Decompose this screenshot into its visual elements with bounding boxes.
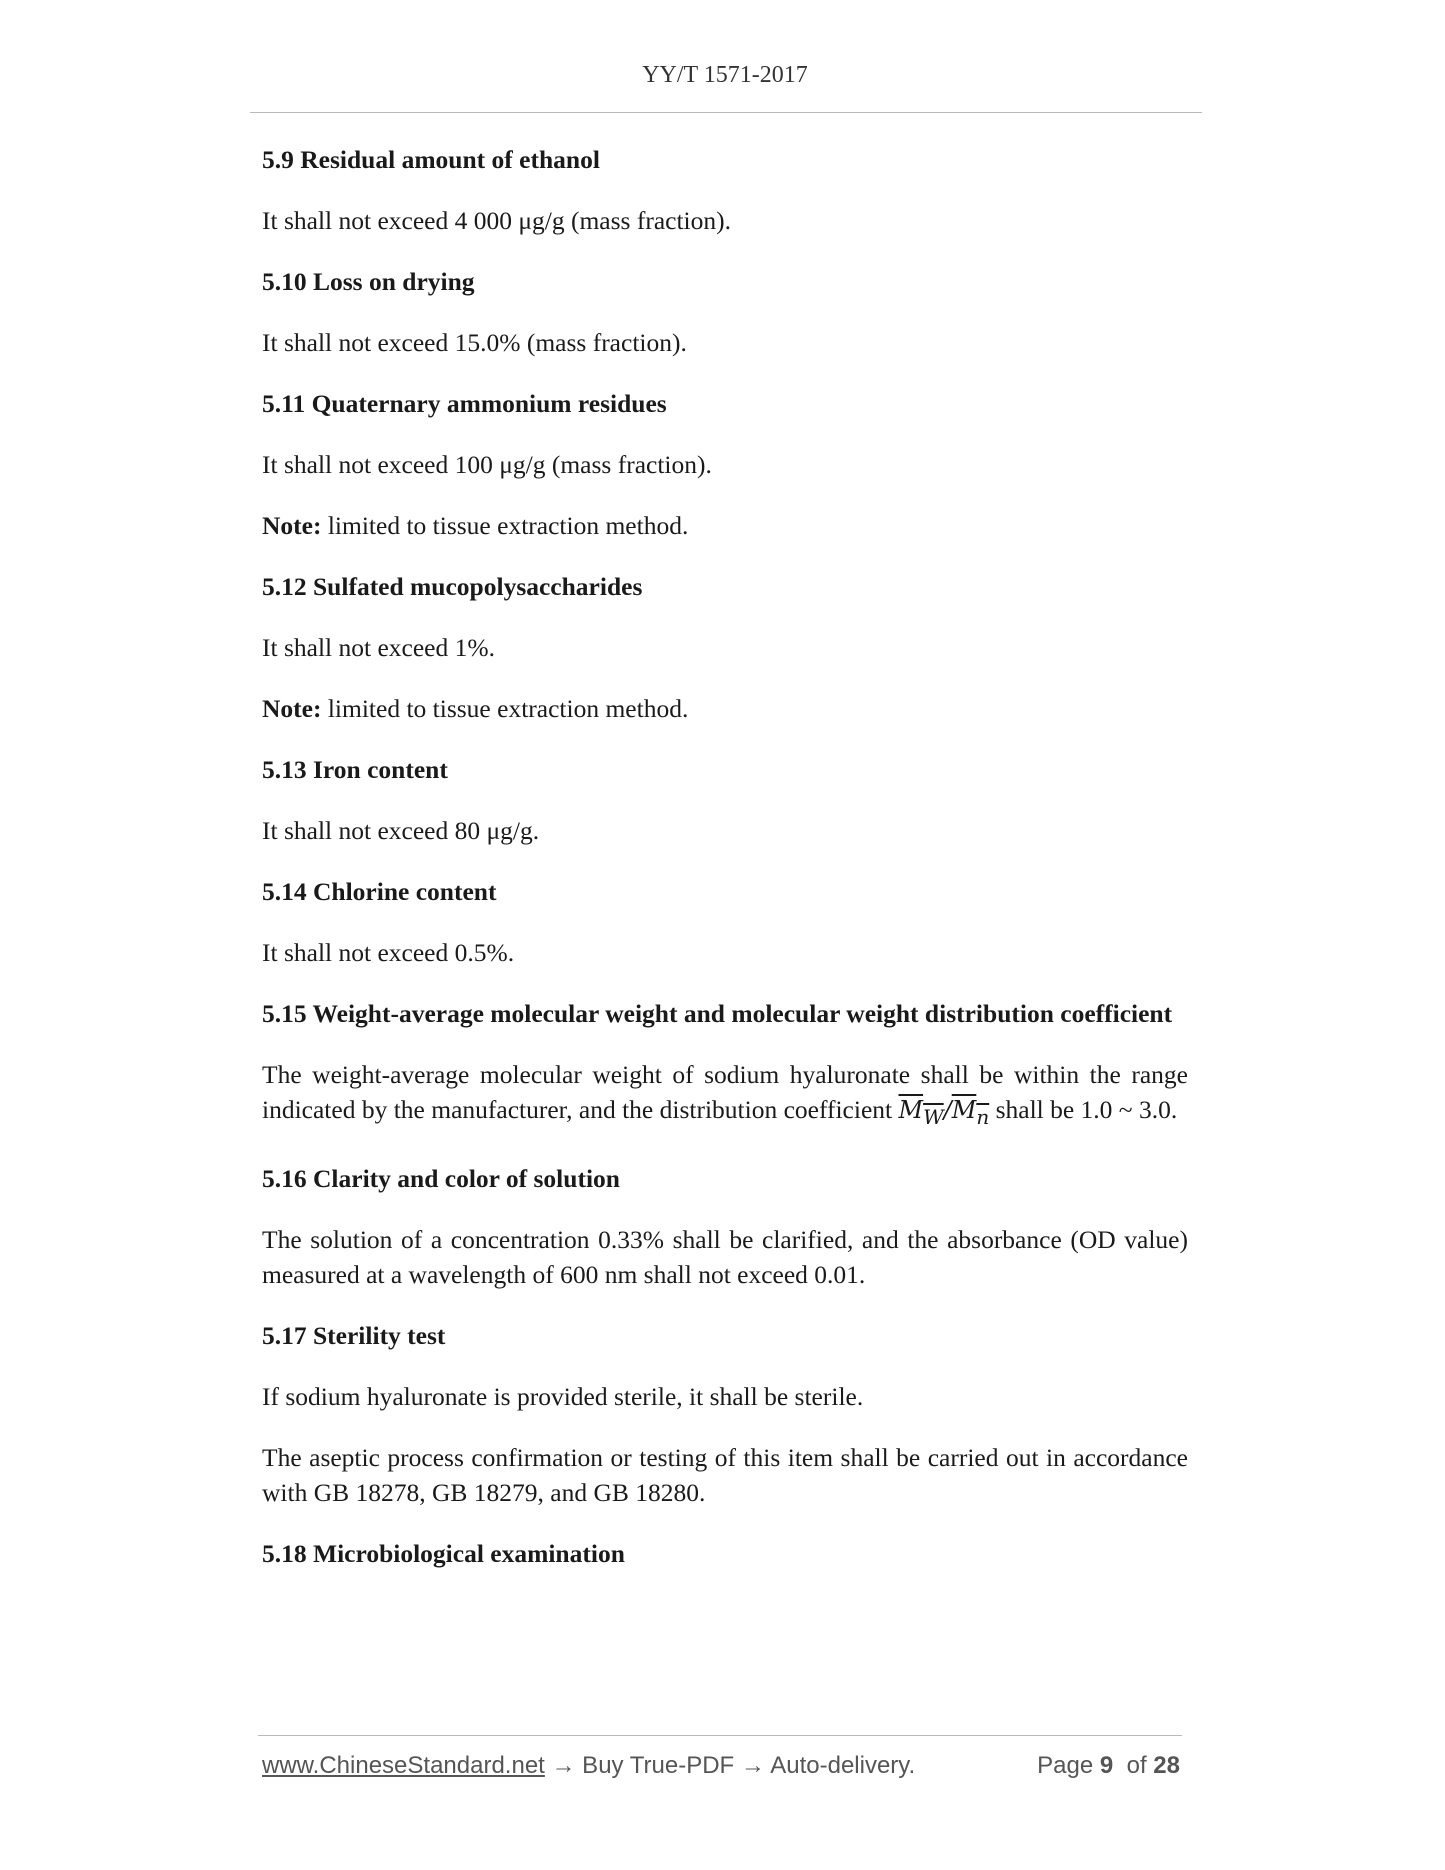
- section-5-16-text: The solution of a concentration 0.33% shall be clarified, and the absorbance (OD value) measured at a wavelength of 600 nm shall not exceed 0.01.: [262, 1224, 1188, 1289]
- section-5-9-text: It shall not exceed 4 000 μg/g (mass fraction).: [262, 206, 731, 235]
- text-after-formula: shall be 1.0 ~ 3.0.: [989, 1095, 1178, 1124]
- section-5-15-text: [262, 1057, 1188, 1135]
- section-5-16-title: 5.16 Clarity and color of solution: [262, 1163, 620, 1193]
- page-header: YY/T 1571-2017: [642, 62, 808, 88]
- formula-denominator: $M_n$: [951, 1096, 990, 1129]
- section-5-17-text-2: The aseptic process confirmation or testing of this item shall be carried out in accordance with GB 18278, GB 18279, and GB 18280.: [262, 1442, 1188, 1507]
- current-page: 9: [1099, 1752, 1114, 1779]
- note-label: Note:: [262, 511, 322, 540]
- section-5-10-title: 5.10 Loss on drying: [262, 267, 475, 296]
- section-5-11-note: [262, 508, 1188, 543]
- page-footer: [262, 1752, 1180, 1784]
- section-5-11-title: 5.11 Quaternary ammonium residues: [262, 389, 667, 418]
- section-5-18-title: 5.18 Microbiological examination: [262, 1538, 625, 1568]
- section-5-10-text: It shall not exceed 15.0% (mass fraction).: [262, 328, 687, 357]
- section-5-15-title: 5.15 Weight-average molecular weight and molecular weight distribution coefficient: [262, 999, 1173, 1028]
- formula-numerator: $M_W$: [898, 1096, 944, 1129]
- document-body: [262, 142, 1188, 1597]
- section-5-12-note: [262, 691, 1188, 726]
- section-5-14-title: 5.14 Chlorine content: [262, 877, 497, 906]
- section-5-9-title: 5.9 Residual amount of ethanol: [262, 145, 600, 174]
- section-5-12-title: 5.12 Sulfated mucopolysaccharides: [262, 572, 643, 601]
- note-text: limited to tissue extraction method.: [321, 511, 689, 540]
- section-5-12-text: It shall not exceed 1%.: [262, 633, 495, 662]
- section-5-17-text-1: If sodium hyaluronate is provided sterile, it shall be sterile.: [262, 1381, 864, 1411]
- promo-text: → Buy True-PDF → Auto-delivery.: [544, 1752, 916, 1779]
- section-5-14-text: It shall not exceed 0.5%.: [262, 938, 515, 967]
- section-5-13-title: 5.13 Iron content: [262, 755, 448, 784]
- text-before-formula: The weight-average molecular weight of sodium hyaluronate shall be within the range indicated by the manufacturer, and the distribution coefficient: [262, 1060, 1188, 1124]
- note-label: Note:: [262, 694, 322, 723]
- site-link[interactable]: www.ChineseStandard.net: [262, 1752, 545, 1779]
- page-indicator: Page 9 of 28: [1037, 1752, 1180, 1779]
- header-divider: [250, 112, 1202, 113]
- mw-mn-formula: $M_W/M_n$: [898, 1096, 990, 1129]
- footer-promo: [262, 1752, 915, 1780]
- footer-divider: [258, 1735, 1182, 1736]
- section-5-17-title: 5.17 Sterility test: [262, 1320, 446, 1350]
- total-pages: 28: [1153, 1752, 1180, 1779]
- section-5-11-text: It shall not exceed 100 μg/g (mass fraction).: [262, 450, 712, 479]
- section-5-13-text: It shall not exceed 80 μg/g.: [262, 816, 540, 845]
- note-text: limited to tissue extraction method.: [321, 694, 689, 723]
